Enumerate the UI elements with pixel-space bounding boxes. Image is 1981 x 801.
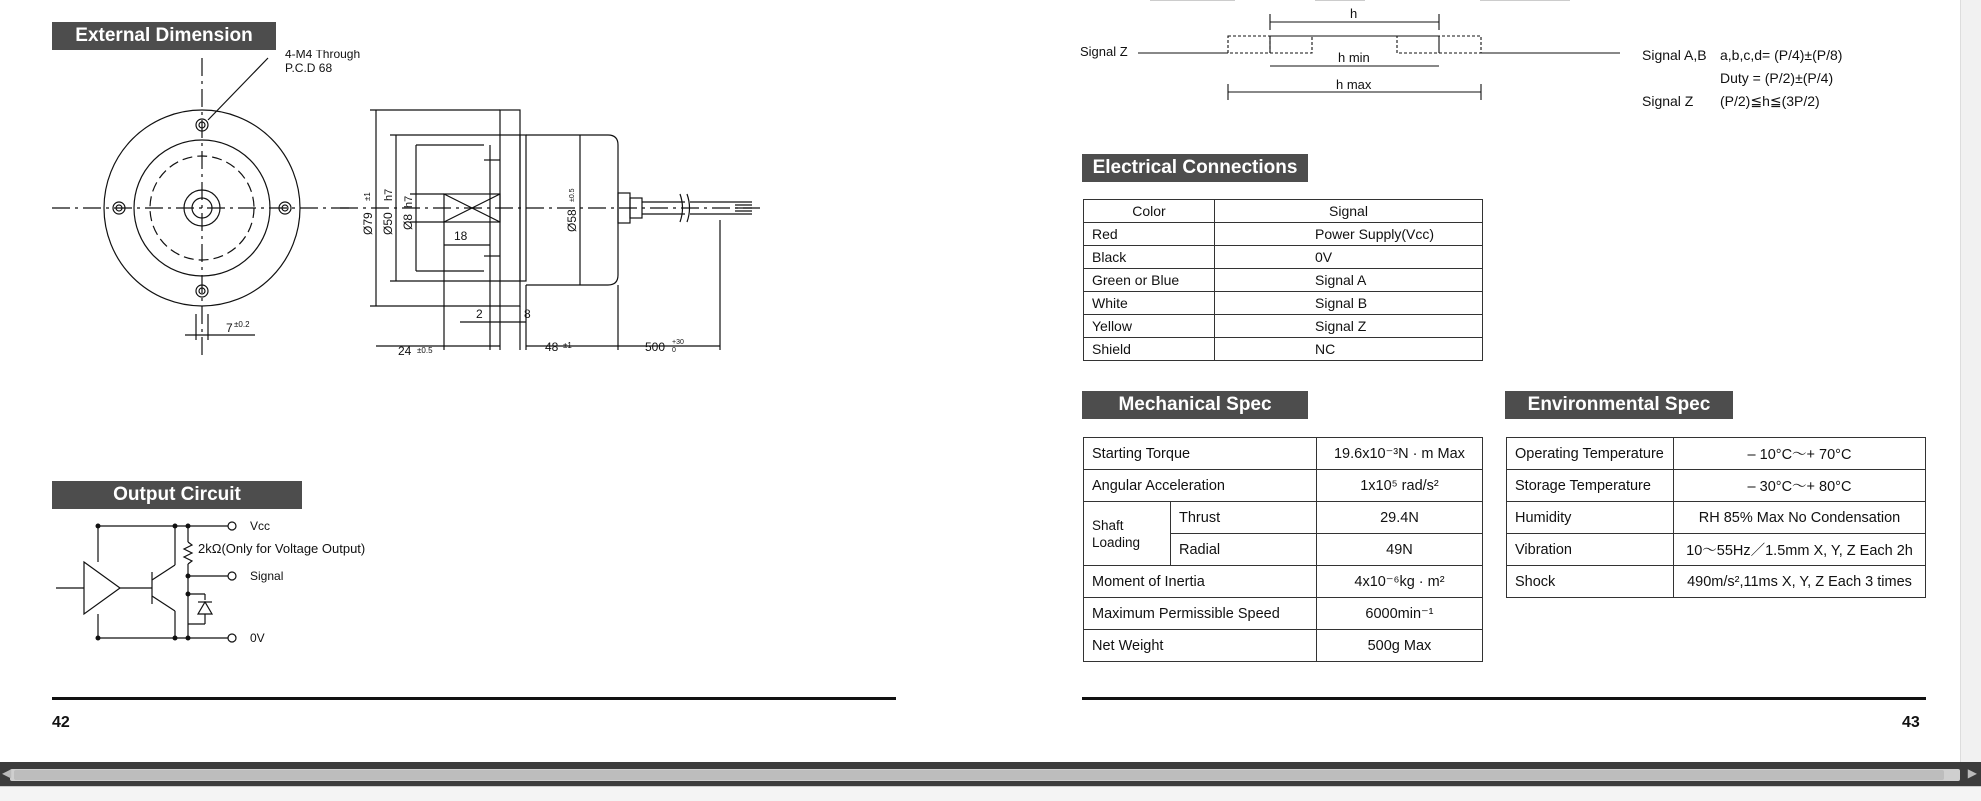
mech-label: Moment of Inertia [1084,566,1317,598]
scrollbar-thumb[interactable] [14,770,1944,780]
signal-ab-label: Signal A,B [1642,47,1707,63]
horizontal-scrollbar[interactable] [0,762,1981,786]
signal-cell: 0V [1215,246,1483,269]
output-circuit-title: Output Circuit [52,481,302,509]
color-cell: Shield [1084,338,1215,361]
circuit-resistor-label: 2kΩ(Only for Voltage Output) [198,541,366,556]
timing-h-max-label: h max [1336,77,1372,92]
mech-value: 19.6x10⁻³N · m Max [1316,438,1482,470]
dim-8: Ø8 [401,213,415,230]
electrical-connections-table [1083,199,1483,361]
vertical-scrollbar[interactable] [1960,0,1981,762]
mount-note-line2: P.C.D 68 [285,61,333,75]
dim-79: Ø79 [361,212,375,235]
signal-cell: Signal A [1215,269,1483,292]
env-label: Storage Temperature [1507,470,1674,502]
color-cell: Green or Blue [1084,269,1215,292]
mech-label: Maximum Permissible Speed [1084,598,1317,630]
mech-sublabel: Radial [1171,534,1317,566]
environmental-spec-title: Environmental Spec [1505,391,1733,419]
color-cell: Red [1084,223,1215,246]
output-circuit-diagram [50,510,410,650]
table-row [1507,502,1926,534]
table-row [1084,598,1483,630]
circuit-signal-label: Signal [250,569,284,583]
scroll-right-icon[interactable]: ▶ [1967,766,1977,780]
dim-2: 2 [476,307,483,321]
status-bar [0,786,1981,801]
signal-cell: Signal B [1215,292,1483,315]
signal-z-value: (P/2)≦h≦(3P/2) [1720,93,1820,109]
page-number-left: 42 [52,714,70,731]
dim-50: Ø50 [381,212,395,235]
dim-79-tol: ±1 [363,192,372,201]
table-row [1507,566,1926,598]
table-row [1507,438,1926,470]
table-row [1084,223,1483,246]
mech-value: 49N [1316,534,1482,566]
mech-value: 29.4N [1316,502,1482,534]
dim-7: 7 [226,321,233,335]
mechanical-spec-title: Mechanical Spec [1082,391,1308,419]
external-dimension-title: External Dimension [52,22,276,50]
dim-18: 18 [454,229,468,243]
timing-signal-z-label: Signal Z [1080,44,1128,59]
table-row [1507,470,1926,502]
dim-7-tol: ±0.2 [234,320,250,329]
table-row [1084,630,1483,662]
electrical-header-signal: Signal [1215,200,1483,223]
table-row [1084,246,1483,269]
timing-h-min-label: h min [1338,50,1370,65]
dim-24-tol: ±0.5 [417,346,433,355]
dim-24: 24 [398,344,412,358]
signal-timing-diagram [1080,0,1640,110]
dim-8-fit: h7 [403,195,415,208]
page-number-right: 43 [1902,714,1920,731]
electrical-connections-title: Electrical Connections [1082,154,1308,182]
env-value: 490m/s²,11ms X, Y, Z Each 3 times [1674,566,1926,598]
mech-sublabel: Thrust [1171,502,1317,534]
table-row [1084,269,1483,292]
mech-label: Starting Torque [1084,438,1317,470]
mechanical-spec-table [1083,437,1483,662]
signal-ab-value: a,b,c,d= (P/4)±(P/8) [1720,47,1843,63]
mech-value: 6000min⁻¹ [1316,598,1482,630]
env-value: RH 85% Max No Condensation [1674,502,1926,534]
color-cell: White [1084,292,1215,315]
dim-500-tol-upper: +30 [672,339,684,346]
signal-cell: Signal Z [1215,315,1483,338]
env-label: Operating Temperature [1507,438,1674,470]
env-label: Vibration [1507,534,1674,566]
mech-label: Angular Acceleration [1084,470,1317,502]
mech-label: Shaft Loading [1084,502,1171,566]
external-dimension-drawing [40,50,820,370]
signal-z-label: Signal Z [1642,93,1694,109]
table-row [1084,470,1483,502]
left-page [0,0,990,762]
table-row [1084,502,1483,534]
table-row [1084,292,1483,315]
env-value: – 10°C～+ 70°C [1674,438,1926,470]
footer-rule-left [52,697,896,700]
signal-spec-notes [1642,44,1842,113]
scroll-left-icon[interactable]: ◀ [2,766,12,780]
color-cell: Black [1084,246,1215,269]
dim-8b: 8 [524,307,531,321]
dim-58-tol: ±0.5 [569,188,576,202]
env-value: 10～55Hz／1.5mm X, Y, Z Each 2h [1674,534,1926,566]
environmental-spec-table [1506,437,1926,598]
color-cell: Yellow [1084,315,1215,338]
footer-rule-right [1082,697,1926,700]
table-row [1084,338,1483,361]
mount-note-line1: 4-M4 Through [285,50,361,61]
env-value: – 30°C～+ 80°C [1674,470,1926,502]
mech-value: 4x10⁻⁶kg · m² [1316,566,1482,598]
table-row [1084,438,1483,470]
dim-500: 500 [645,340,666,354]
table-row [1084,315,1483,338]
dim-48-tol: ±1 [563,341,572,350]
signal-cell: NC [1215,338,1483,361]
dim-58: Ø58 [565,209,579,232]
signal-duty-value: Duty = (P/2)±(P/4) [1720,70,1834,86]
env-label: Shock [1507,566,1674,598]
table-row [1084,566,1483,598]
mech-value: 1x10⁵ rad/s² [1316,470,1482,502]
signal-cell: Power Supply(Vcc) [1215,223,1483,246]
dim-48: 48 [545,340,559,354]
mech-label: Net Weight [1084,630,1317,662]
circuit-vcc-label: Vcc [250,519,271,533]
right-page [990,0,1971,762]
timing-h-label: h [1350,6,1358,21]
dim-50-fit: h7 [383,188,395,201]
electrical-header-color: Color [1084,200,1215,223]
dim-500-tol-lower: 0 [672,347,676,354]
env-label: Humidity [1507,502,1674,534]
mech-value: 500g Max [1316,630,1482,662]
table-row [1507,534,1926,566]
circuit-0v-label: 0V [250,631,265,645]
